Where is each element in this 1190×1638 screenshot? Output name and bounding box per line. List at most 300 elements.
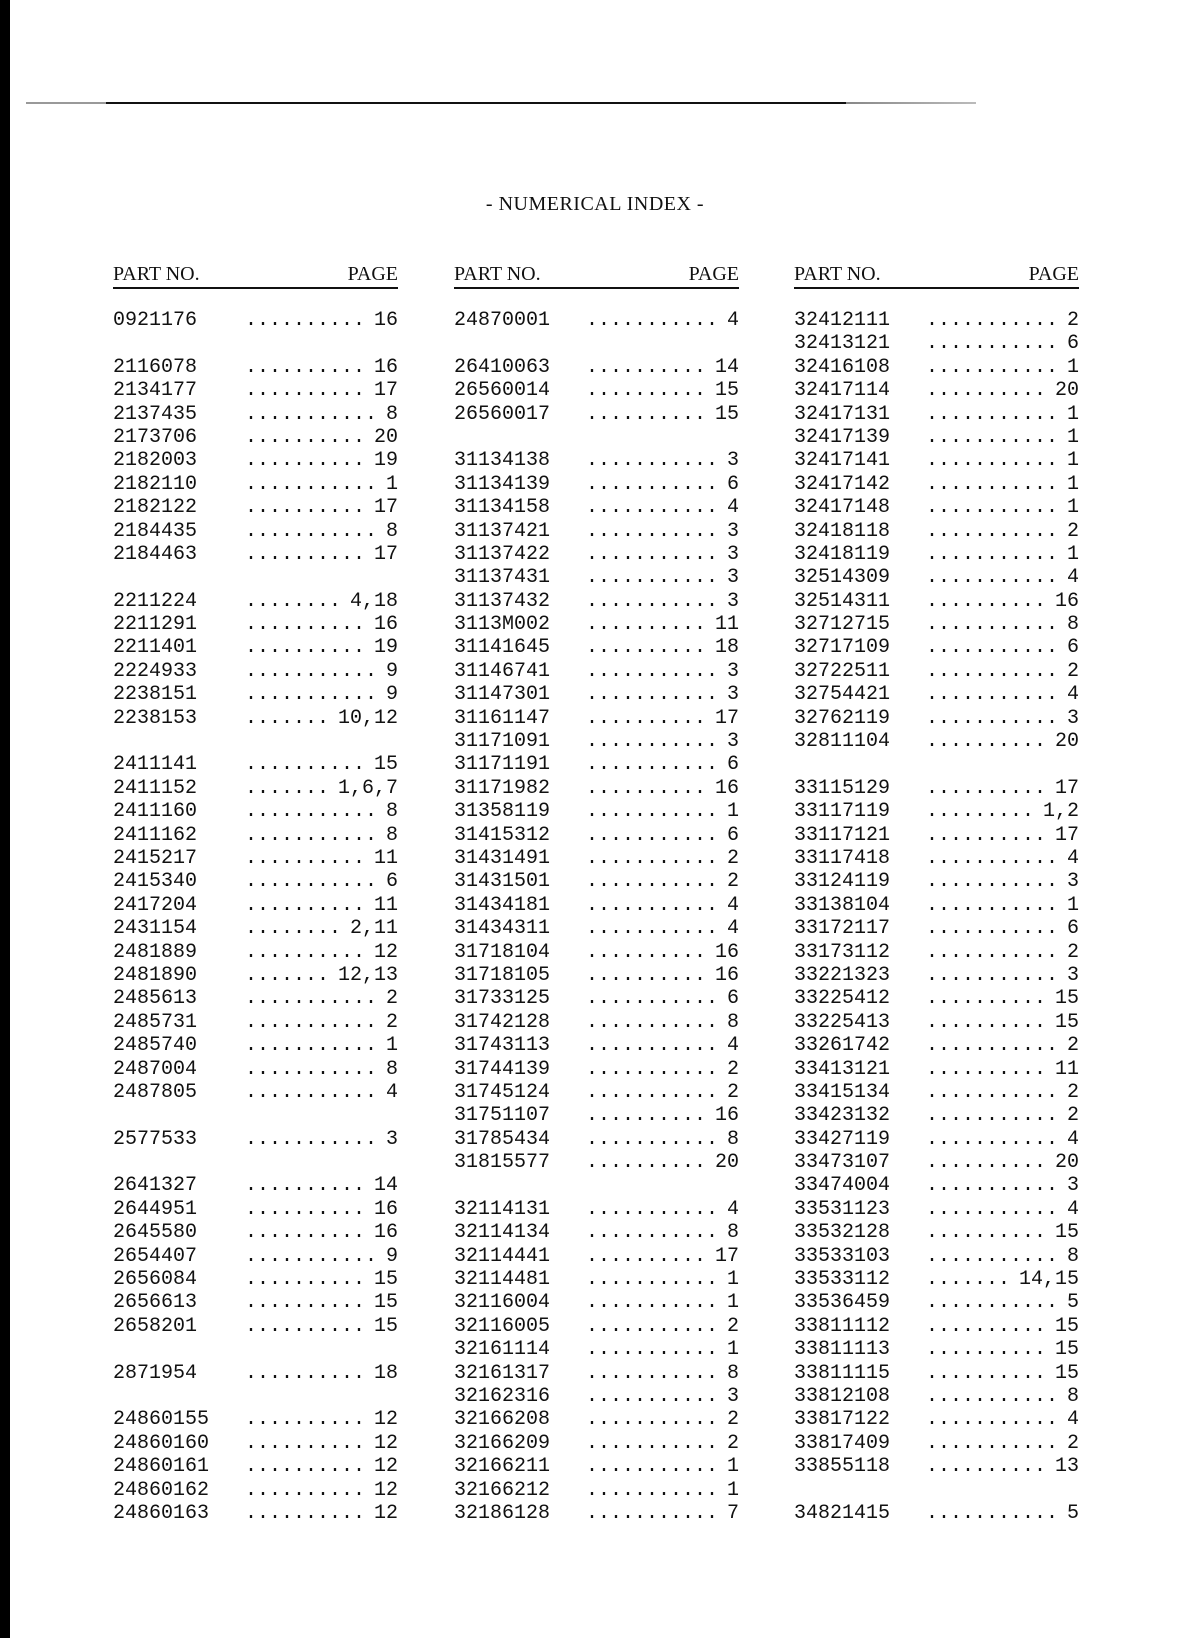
dot-leader: .......... bbox=[586, 963, 707, 987]
page-reference: 4 bbox=[385, 1080, 398, 1104]
page-reference: 1 bbox=[1066, 449, 1079, 473]
part-number: 32114481 bbox=[454, 1268, 551, 1292]
dot-leader: .......... bbox=[245, 753, 366, 777]
index-entry bbox=[794, 1385, 1079, 1408]
page-reference: 2,11 bbox=[349, 917, 398, 941]
part-number: 32114441 bbox=[454, 1244, 551, 1268]
page-reference: 8 bbox=[385, 823, 398, 847]
page-reference: 12 bbox=[373, 1455, 398, 1479]
part-number: 24860160 bbox=[113, 1431, 210, 1455]
part-number: 2411160 bbox=[113, 800, 198, 824]
part-number: 31718104 bbox=[454, 940, 551, 964]
dot-leader: ........... bbox=[586, 730, 719, 754]
index-entry bbox=[794, 917, 1079, 940]
part-number: 2411162 bbox=[113, 823, 198, 847]
index-entry bbox=[454, 1338, 739, 1361]
part-number: 2116078 bbox=[113, 355, 198, 379]
page-reference: 3 bbox=[726, 519, 739, 543]
page-reference: 14,15 bbox=[1018, 1268, 1079, 1292]
page-reference: 14 bbox=[373, 1174, 398, 1198]
index-entry bbox=[113, 707, 398, 730]
dot-leader: ........... bbox=[586, 1431, 719, 1455]
dot-leader: .......... bbox=[926, 1455, 1047, 1479]
dot-leader: .......... bbox=[586, 776, 707, 800]
index-entry bbox=[794, 1268, 1079, 1291]
index-entry bbox=[454, 309, 739, 332]
index-entry bbox=[113, 824, 398, 847]
index-entry bbox=[113, 1502, 398, 1525]
page-reference: 15 bbox=[1054, 987, 1079, 1011]
dot-leader: ........ bbox=[245, 589, 342, 613]
dot-leader: ........... bbox=[926, 893, 1059, 917]
dot-leader: ........... bbox=[926, 1291, 1059, 1315]
part-number: 33117418 bbox=[794, 846, 891, 870]
blank-row bbox=[454, 426, 739, 449]
page-reference: 16 bbox=[373, 1221, 398, 1245]
dot-leader: .......... bbox=[926, 1151, 1047, 1175]
part-number: 2415340 bbox=[113, 870, 198, 894]
part-number: 33115129 bbox=[794, 776, 891, 800]
index-entry bbox=[794, 1455, 1079, 1478]
index-entry bbox=[454, 590, 739, 613]
part-number: 32418119 bbox=[794, 542, 891, 566]
part-number: 33533103 bbox=[794, 1244, 891, 1268]
index-entry bbox=[794, 426, 1079, 449]
dot-leader: .......... bbox=[586, 379, 707, 403]
index-entry bbox=[113, 1362, 398, 1385]
index-entry bbox=[113, 753, 398, 776]
page-reference: 8 bbox=[1066, 1244, 1079, 1268]
index-entry bbox=[113, 473, 398, 496]
page-reference: 8 bbox=[1066, 613, 1079, 637]
dot-leader: .......... bbox=[926, 1338, 1047, 1362]
part-number: 33138104 bbox=[794, 893, 891, 917]
part-number: 2224933 bbox=[113, 659, 198, 683]
index-entry bbox=[794, 683, 1079, 706]
top-rule-divider bbox=[26, 102, 976, 104]
page-reference: 16 bbox=[714, 1104, 739, 1128]
page-reference: 4 bbox=[726, 1034, 739, 1058]
part-number: 32161317 bbox=[454, 1361, 551, 1385]
page-reference: 15 bbox=[373, 1314, 398, 1338]
part-number: 33536459 bbox=[794, 1291, 891, 1315]
page-reference: 11 bbox=[1054, 1057, 1079, 1081]
index-entry bbox=[113, 1081, 398, 1104]
dot-leader: .......... bbox=[926, 1221, 1047, 1245]
dot-leader: ........... bbox=[245, 823, 378, 847]
page-reference: 1 bbox=[1066, 425, 1079, 449]
scan-edge bbox=[0, 0, 10, 1638]
index-entry bbox=[794, 1315, 1079, 1338]
blank-row bbox=[113, 1104, 398, 1127]
part-number: 31137421 bbox=[454, 519, 551, 543]
index-entry bbox=[113, 379, 398, 402]
page-reference: 8 bbox=[385, 519, 398, 543]
index-entry bbox=[794, 824, 1079, 847]
part-number: 32186128 bbox=[454, 1501, 551, 1525]
index-entry bbox=[794, 379, 1079, 402]
dot-leader: ........... bbox=[586, 309, 719, 332]
page-reference: 4 bbox=[1066, 1408, 1079, 1432]
part-number: 31134138 bbox=[454, 449, 551, 473]
dot-leader: .......... bbox=[245, 425, 366, 449]
index-entry bbox=[454, 1455, 739, 1478]
part-number: 2644951 bbox=[113, 1197, 198, 1221]
part-number: 2182122 bbox=[113, 496, 198, 520]
index-entry bbox=[794, 941, 1079, 964]
part-number: 33811115 bbox=[794, 1361, 891, 1385]
index-entry bbox=[454, 941, 739, 964]
page-reference: 9 bbox=[385, 659, 398, 683]
index-entry bbox=[113, 590, 398, 613]
dot-leader: ........... bbox=[586, 987, 719, 1011]
index-entry bbox=[454, 356, 739, 379]
index-entry bbox=[794, 1011, 1079, 1034]
index-entry bbox=[454, 1081, 739, 1104]
part-number: 33117119 bbox=[794, 800, 891, 824]
index-rows bbox=[113, 309, 398, 1525]
page-reference: 14 bbox=[714, 355, 739, 379]
dot-leader: ........... bbox=[245, 1080, 378, 1104]
dot-leader: .......... bbox=[245, 496, 366, 520]
index-entry bbox=[794, 496, 1079, 519]
dot-leader: ........... bbox=[586, 659, 719, 683]
dot-leader: ........... bbox=[926, 917, 1059, 941]
column-header bbox=[794, 262, 1079, 289]
part-number: 31134158 bbox=[454, 496, 551, 520]
page-reference: 2 bbox=[1066, 659, 1079, 683]
page-reference: 4 bbox=[1066, 1127, 1079, 1151]
page-reference: 4,18 bbox=[349, 589, 398, 613]
index-entry bbox=[454, 894, 739, 917]
page-reference: 1,2 bbox=[1042, 800, 1079, 824]
index-entry bbox=[113, 870, 398, 893]
page-reference: 1 bbox=[1066, 355, 1079, 379]
part-number: 2656613 bbox=[113, 1291, 198, 1315]
page-reference: 8 bbox=[385, 1057, 398, 1081]
part-number: 33117121 bbox=[794, 823, 891, 847]
part-number: 32413121 bbox=[794, 332, 891, 356]
part-number: 24860155 bbox=[113, 1408, 210, 1432]
part-number: 32162316 bbox=[454, 1384, 551, 1408]
part-number: 31146741 bbox=[454, 659, 551, 683]
index-entry bbox=[113, 683, 398, 706]
part-number: 32417131 bbox=[794, 402, 891, 426]
index-entry bbox=[454, 1245, 739, 1268]
page-reference: 2 bbox=[1066, 1431, 1079, 1455]
page-reference: 12 bbox=[373, 1431, 398, 1455]
part-number: 31171191 bbox=[454, 753, 551, 777]
index-entry bbox=[454, 1385, 739, 1408]
page-reference: 2 bbox=[1066, 519, 1079, 543]
dot-leader: ........... bbox=[926, 940, 1059, 964]
index-entry bbox=[454, 730, 739, 753]
index-entry bbox=[794, 473, 1079, 496]
part-number: 2238151 bbox=[113, 683, 198, 707]
dot-leader: .......... bbox=[926, 1314, 1047, 1338]
dot-leader: ........... bbox=[586, 1338, 719, 1362]
index-entry bbox=[794, 964, 1079, 987]
dot-leader: .......... bbox=[245, 355, 366, 379]
index-entry bbox=[794, 1198, 1079, 1221]
dot-leader: ........... bbox=[586, 753, 719, 777]
dot-leader: .......... bbox=[245, 893, 366, 917]
part-number: 2481889 bbox=[113, 940, 198, 964]
dot-leader: .......... bbox=[245, 636, 366, 660]
dot-leader: .......... bbox=[926, 379, 1047, 403]
index-entry bbox=[113, 1221, 398, 1244]
dot-leader: ....... bbox=[245, 706, 330, 730]
part-number: 32166211 bbox=[454, 1455, 551, 1479]
dot-leader: .......... bbox=[586, 1104, 707, 1128]
part-number: 2182110 bbox=[113, 472, 198, 496]
index-entry bbox=[454, 613, 739, 636]
dot-leader: .......... bbox=[245, 309, 366, 332]
part-number: 2431154 bbox=[113, 917, 198, 941]
part-number: 26560014 bbox=[454, 379, 551, 403]
part-number: 32417114 bbox=[794, 379, 891, 403]
dot-leader: ........... bbox=[586, 1455, 719, 1479]
page-reference: 2 bbox=[385, 987, 398, 1011]
index-entry bbox=[794, 1174, 1079, 1197]
part-number: 2658201 bbox=[113, 1314, 198, 1338]
dot-leader: .......... bbox=[586, 355, 707, 379]
index-entry bbox=[113, 1245, 398, 1268]
page-reference: 1 bbox=[726, 1478, 739, 1502]
dot-leader: ........... bbox=[926, 1501, 1059, 1525]
dot-leader: ........ bbox=[245, 917, 342, 941]
part-number: 2411152 bbox=[113, 776, 198, 800]
page-reference: 16 bbox=[714, 776, 739, 800]
dot-leader: .......... bbox=[586, 613, 707, 637]
page-reference: 12 bbox=[373, 1501, 398, 1525]
index-entry bbox=[454, 1479, 739, 1502]
index-entry bbox=[113, 1315, 398, 1338]
page-reference: 1 bbox=[385, 1034, 398, 1058]
dot-leader: ........... bbox=[586, 519, 719, 543]
page-reference: 8 bbox=[385, 800, 398, 824]
part-number: 33817122 bbox=[794, 1408, 891, 1432]
dot-leader: ........... bbox=[926, 683, 1059, 707]
part-no-header: PART NO. bbox=[113, 263, 200, 285]
column-header bbox=[454, 262, 739, 289]
index-entry bbox=[794, 520, 1079, 543]
dot-leader: .......... bbox=[245, 1314, 366, 1338]
page-title: - NUMERICAL INDEX - bbox=[485, 193, 705, 215]
page-reference: 2 bbox=[726, 870, 739, 894]
page-reference: 16 bbox=[373, 355, 398, 379]
part-number: 32722511 bbox=[794, 659, 891, 683]
index-entry bbox=[113, 1432, 398, 1455]
page-reference: 3 bbox=[1066, 706, 1079, 730]
dot-leader: ........... bbox=[586, 1408, 719, 1432]
page-header: PAGE bbox=[347, 263, 398, 285]
page-reference: 4 bbox=[726, 893, 739, 917]
dot-leader: .......... bbox=[245, 1221, 366, 1245]
index-entry bbox=[454, 379, 739, 402]
part-number: 33427119 bbox=[794, 1127, 891, 1151]
part-number: 32754421 bbox=[794, 683, 891, 707]
page-reference: 15 bbox=[373, 1291, 398, 1315]
dot-leader: ........... bbox=[926, 1174, 1059, 1198]
index-entry bbox=[454, 683, 739, 706]
page-reference: 20 bbox=[1054, 379, 1079, 403]
index-entry bbox=[113, 356, 398, 379]
part-number: 2173706 bbox=[113, 425, 198, 449]
part-number: 2238153 bbox=[113, 706, 198, 730]
dot-leader: ....... bbox=[245, 963, 330, 987]
page-reference: 1 bbox=[726, 800, 739, 824]
page-reference: 18 bbox=[373, 1361, 398, 1385]
page-reference: 15 bbox=[714, 379, 739, 403]
dot-leader: ........... bbox=[926, 449, 1059, 473]
page-reference: 4 bbox=[1066, 1197, 1079, 1221]
page-reference: 16 bbox=[1054, 589, 1079, 613]
index-entry bbox=[454, 987, 739, 1010]
part-number: 2654407 bbox=[113, 1244, 198, 1268]
dot-leader: ........... bbox=[926, 1104, 1059, 1128]
dot-leader: ........... bbox=[586, 566, 719, 590]
index-entry bbox=[454, 496, 739, 519]
part-number: 31742128 bbox=[454, 1010, 551, 1034]
dot-leader: ........... bbox=[586, 589, 719, 613]
dot-leader: ........... bbox=[926, 332, 1059, 356]
dot-leader: ........... bbox=[926, 1127, 1059, 1151]
part-number: 32762119 bbox=[794, 706, 891, 730]
index-entry bbox=[113, 1455, 398, 1478]
dot-leader: .......... bbox=[586, 706, 707, 730]
dot-leader: .......... bbox=[245, 1268, 366, 1292]
blank-row bbox=[113, 566, 398, 589]
dot-leader: .......... bbox=[586, 1244, 707, 1268]
index-entry bbox=[454, 964, 739, 987]
page-reference: 19 bbox=[373, 449, 398, 473]
index-entry bbox=[794, 1151, 1079, 1174]
index-entry bbox=[454, 403, 739, 426]
part-number: 31743113 bbox=[454, 1034, 551, 1058]
part-number: 31745124 bbox=[454, 1080, 551, 1104]
part-number: 33532128 bbox=[794, 1221, 891, 1245]
dot-leader: ........... bbox=[245, 1057, 378, 1081]
page-reference: 4 bbox=[726, 496, 739, 520]
part-number: 2417204 bbox=[113, 893, 198, 917]
page-reference: 2 bbox=[726, 1057, 739, 1081]
dot-leader: ........... bbox=[586, 870, 719, 894]
page-reference: 11 bbox=[373, 846, 398, 870]
page-reference: 17 bbox=[714, 706, 739, 730]
part-number: 33225413 bbox=[794, 1010, 891, 1034]
part-no-header: PART NO. bbox=[794, 263, 881, 285]
page-reference: 2 bbox=[726, 1314, 739, 1338]
page-reference: 6 bbox=[1066, 332, 1079, 356]
part-number: 2182003 bbox=[113, 449, 198, 473]
page-reference: 9 bbox=[385, 683, 398, 707]
index-entry bbox=[454, 1011, 739, 1034]
part-number: 31718105 bbox=[454, 963, 551, 987]
dot-leader: .......... bbox=[926, 776, 1047, 800]
index-entry bbox=[113, 941, 398, 964]
part-number: 2871954 bbox=[113, 1361, 198, 1385]
page-reference: 16 bbox=[714, 940, 739, 964]
part-number: 31815577 bbox=[454, 1151, 551, 1175]
page-reference: 2 bbox=[726, 1408, 739, 1432]
blank-row bbox=[454, 1174, 739, 1197]
page-reference: 2 bbox=[385, 1010, 398, 1034]
dot-leader: ........... bbox=[586, 800, 719, 824]
part-number: 32161114 bbox=[454, 1338, 551, 1362]
part-number: 31161147 bbox=[454, 706, 551, 730]
page-reference: 16 bbox=[714, 963, 739, 987]
page-reference: 2 bbox=[726, 846, 739, 870]
index-entry bbox=[454, 1291, 739, 1314]
part-number: 31137422 bbox=[454, 542, 551, 566]
index-entry bbox=[794, 1245, 1079, 1268]
dot-leader: ........... bbox=[586, 1478, 719, 1502]
dot-leader: ........... bbox=[586, 1384, 719, 1408]
index-entry bbox=[454, 566, 739, 589]
index-entry bbox=[454, 1362, 739, 1385]
part-number: 31134139 bbox=[454, 472, 551, 496]
page-reference: 1 bbox=[1066, 893, 1079, 917]
index-entry bbox=[794, 1432, 1079, 1455]
index-entry bbox=[454, 636, 739, 659]
dot-leader: ........... bbox=[245, 519, 378, 543]
part-number: 33173112 bbox=[794, 940, 891, 964]
dot-leader: .......... bbox=[926, 1010, 1047, 1034]
part-number: 2485740 bbox=[113, 1034, 198, 1058]
dot-leader: ........... bbox=[926, 519, 1059, 543]
part-number: 33855118 bbox=[794, 1455, 891, 1479]
page-reference: 4 bbox=[726, 917, 739, 941]
index-entry bbox=[113, 1198, 398, 1221]
index-entry bbox=[113, 426, 398, 449]
page-reference: 16 bbox=[373, 1197, 398, 1221]
index-entry bbox=[454, 1034, 739, 1057]
part-number: 33474004 bbox=[794, 1174, 891, 1198]
page-reference: 18 bbox=[714, 636, 739, 660]
index-entry bbox=[454, 1502, 739, 1525]
part-number: 33221323 bbox=[794, 963, 891, 987]
part-number: 24860163 bbox=[113, 1501, 210, 1525]
part-number: 32412111 bbox=[794, 309, 891, 332]
index-entry bbox=[794, 1128, 1079, 1151]
part-number: 33225412 bbox=[794, 987, 891, 1011]
index-entry bbox=[113, 403, 398, 426]
part-number: 2411141 bbox=[113, 753, 198, 777]
part-number: 32114131 bbox=[454, 1197, 551, 1221]
dot-leader: ........... bbox=[586, 1057, 719, 1081]
index-entry bbox=[794, 543, 1079, 566]
column-header bbox=[113, 262, 398, 289]
page-reference: 8 bbox=[726, 1221, 739, 1245]
page-reference: 4 bbox=[1066, 683, 1079, 707]
index-entry bbox=[113, 309, 398, 332]
part-number: 2656084 bbox=[113, 1268, 198, 1292]
blank-row bbox=[113, 1151, 398, 1174]
page-reference: 3 bbox=[726, 1384, 739, 1408]
part-number: 32166208 bbox=[454, 1408, 551, 1432]
index-entry bbox=[794, 1034, 1079, 1057]
index-entry bbox=[794, 309, 1079, 332]
dot-leader: ........... bbox=[586, 917, 719, 941]
page-reference: 5 bbox=[1066, 1291, 1079, 1315]
index-entry bbox=[794, 847, 1079, 870]
dot-leader: .......... bbox=[245, 1408, 366, 1432]
dot-leader: ........... bbox=[245, 1034, 378, 1058]
page-reference: 9 bbox=[385, 1244, 398, 1268]
page-reference: 15 bbox=[373, 753, 398, 777]
page-reference: 3 bbox=[726, 683, 739, 707]
